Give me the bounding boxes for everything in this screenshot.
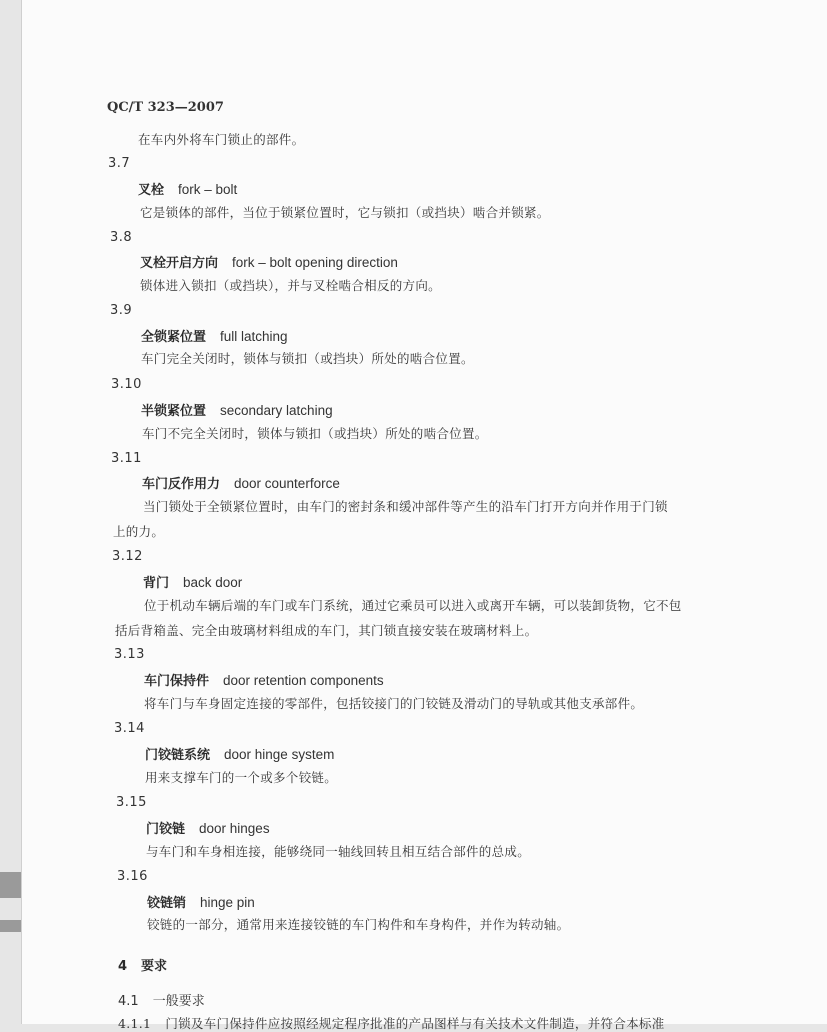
term-number: 3.14 [114, 721, 145, 736]
term-definition: 锁体进入锁扣（或挡块），并与叉栓啮合相反的方向。 [140, 278, 441, 293]
term-en: hinge pin [200, 895, 255, 910]
section-text: 门锁及车门保持件应按照经规定程序批准的产品图样与有关技术文件制造，并符合本标准 [165, 1016, 665, 1031]
term-number: 3.9 [110, 303, 133, 318]
term-definition: 铰链的一部分，通常用来连接铰链的车门构件和车身构件，并作为转动轴。 [147, 917, 570, 932]
term-heading [145, 744, 334, 763]
term-number: 3.7 [108, 156, 131, 171]
term-en: fork – bolt [178, 182, 238, 197]
term-number: 3.13 [114, 647, 145, 662]
term-cn: 全锁紧位置 [141, 330, 207, 345]
term-heading [146, 818, 270, 837]
term-definition: 将车门与车身固定连接的零部件，包括铰接门的门铰链及滑动门的导轨或其他支承部件。 [144, 696, 644, 711]
term-heading [141, 326, 288, 345]
term-en: secondary latching [220, 403, 333, 418]
term-cn: 叉栓开启方向 [140, 256, 219, 271]
term-cn: 半锁紧位置 [141, 404, 207, 419]
term-definition: 车门完全关闭时，锁体与锁扣（或挡块）所处的啮合位置。 [141, 351, 474, 366]
term-number: 3.12 [112, 549, 143, 564]
intro-line: 在车内外将车门锁止的部件。 [138, 132, 305, 147]
term-cn: 叉栓 [138, 183, 165, 198]
term-en: full latching [220, 329, 288, 344]
term-definition: 车门不完全关闭时，锁体与锁扣（或挡块）所处的啮合位置。 [142, 426, 488, 441]
term-heading [147, 892, 255, 911]
term-definition: 当门锁处于全锁紧位置时，由车门的密封条和缓冲部件等产生的沿车门打开方向并作用于门锁 [143, 499, 668, 514]
section-number: 4.1.1 [118, 1016, 152, 1031]
term-en: door retention components [223, 673, 384, 688]
term-cn: 铰链销 [147, 896, 187, 911]
section-4-1-1-line [118, 1014, 665, 1032]
section-4-heading [118, 955, 167, 974]
term-en: door hinges [199, 821, 270, 836]
term-heading [144, 670, 384, 689]
term-en: door counterforce [234, 476, 340, 491]
term-en: door hinge system [224, 747, 335, 762]
term-definition: 它是锁体的部件，当位于锁紧位置时，它与锁扣（或挡块）啮合并锁紧。 [140, 205, 550, 220]
term-heading [141, 400, 333, 419]
term-heading [140, 252, 398, 271]
term-en: fork – bolt opening direction [232, 255, 398, 270]
section-number: 4 [118, 959, 128, 974]
section-4-1-heading [118, 990, 205, 1009]
term-number: 3.16 [117, 869, 148, 884]
term-definition-cont: 括后背箱盖、完全由玻璃材料组成的车门，其门锁直接安装在玻璃材料上。 [115, 623, 538, 638]
scan-edge-shadow [0, 920, 22, 932]
term-number: 3.15 [116, 795, 147, 810]
term-cn: 门铰链系统 [145, 748, 211, 763]
term-definition: 位于机动车辆后端的车门或车门系统，通过它乘员可以进入或离开车辆，可以装卸货物，它不包 [144, 598, 682, 613]
section-number: 4.1 [118, 994, 139, 1009]
term-definition-cont: 上的力。 [113, 524, 165, 539]
term-cn: 车门反作用力 [142, 477, 221, 492]
section-title: 要求 [141, 959, 168, 974]
term-cn: 门铰链 [146, 822, 186, 837]
term-definition: 与车门和车身相连接，能够绕同一轴线回转且相互结合部件的总成。 [146, 844, 531, 859]
term-en: back door [183, 575, 243, 590]
term-heading [138, 179, 237, 198]
term-cn: 车门保持件 [144, 674, 210, 689]
document-code: QC/T 323—2007 [107, 100, 224, 115]
section-title: 一般要求 [152, 994, 205, 1009]
term-definition: 用来支撑车门的一个或多个铰链。 [145, 770, 338, 785]
term-number: 3.11 [111, 451, 142, 466]
term-cn: 背门 [143, 576, 170, 591]
term-heading [143, 572, 242, 591]
term-heading [142, 473, 340, 492]
term-number: 3.8 [110, 230, 133, 245]
scan-edge-shadow [0, 872, 22, 898]
term-number: 3.10 [111, 377, 142, 392]
document-page [22, 0, 827, 1031]
